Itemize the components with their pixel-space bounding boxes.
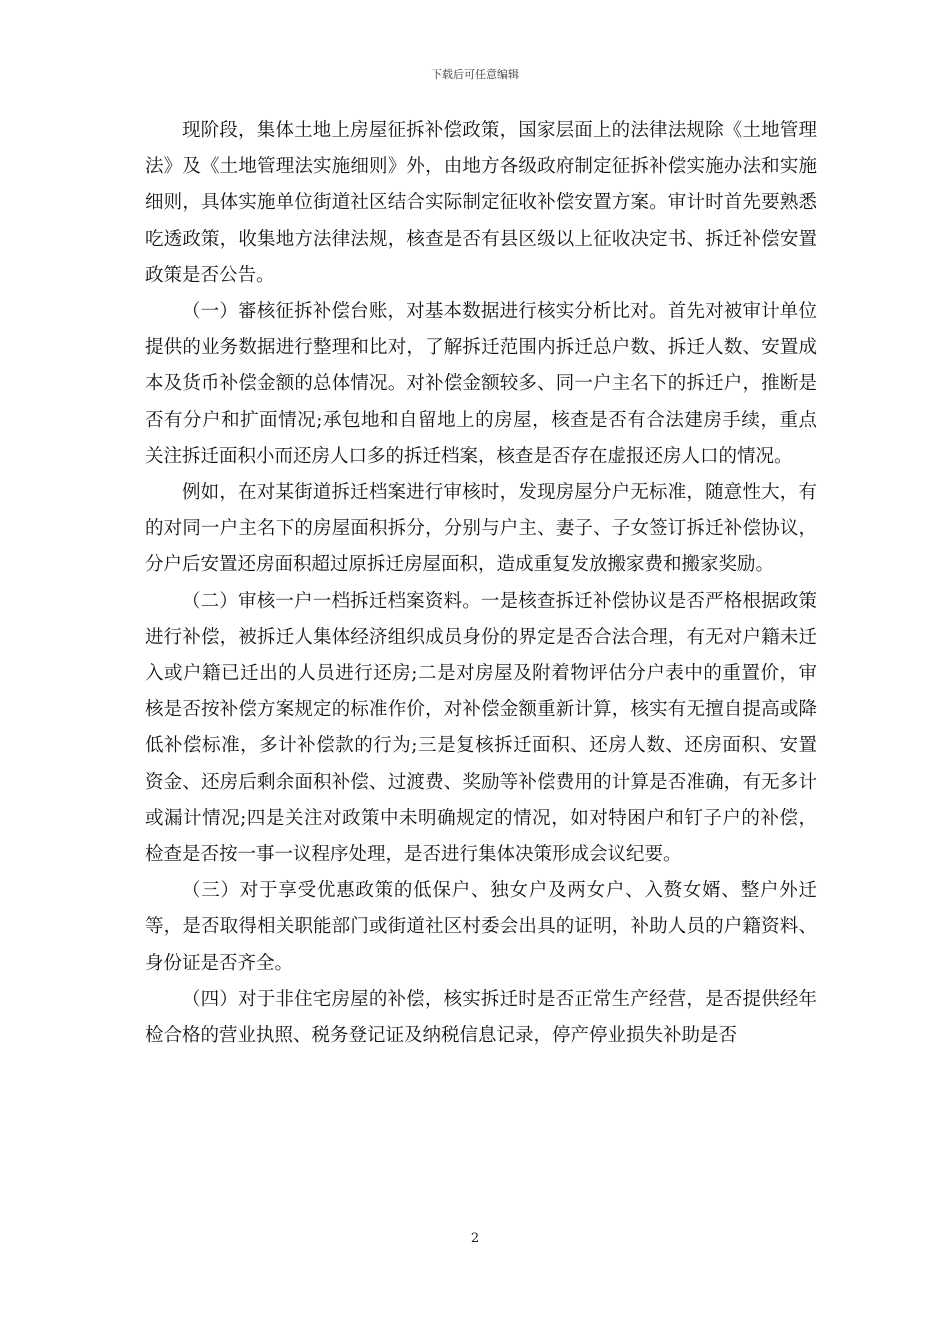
paragraph-example: 例如，在对某街道拆迁档案进行审核时，发现房屋分户无标准，随意性大，有的对同一户主名下的房屋面积拆分，分别与户主、妻子、子女签订拆迁补偿协议，分户后安置还房面积超过原拆迁房屋面积，造成重复发放搬家费和搬家奖励。 bbox=[145, 482, 817, 576]
paragraph-section-4: （四）对于非住宅房屋的补偿，核实拆迁时是否正常生产经营，是否提供经年检合格的营业执照、税务登记证及纳税信息记录，停产停业损失补助是否 bbox=[145, 988, 817, 1047]
document-body bbox=[145, 113, 817, 1054]
paragraph-intro: 现阶段，集体土地上房屋征拆补偿政策，国家层面上的法律法规除《土地管理法》及《土地管理法实施细则》外，由地方各级政府制定征拆补偿实施办法和实施细则，具体实施单位街道社区结合实际制定征收补偿安置方案。审计时首先要熟悉吃透政策，收集地方法律法规，核查是否有县区级以上征收决定书、拆迁补偿安置政策是否公告。 bbox=[145, 120, 817, 286]
page-number: 2 bbox=[470, 1231, 480, 1246]
page-header: 下载后可任意编辑 bbox=[431, 68, 519, 81]
paragraph-section-1: （一）審核征拆补偿台账，对基本数据进行核实分析比对。首先对被审计单位提供的业务数据进行整理和比对，了解拆迁范围内拆迁总户数、拆迁人数、安置成本及货币补偿金额的总体情况。对补偿金额较多、同一户主名下的拆迁户，推断是否有分户和扩面情况;承包地和自留地上的房屋，核查是否有合法建房手续，重点关注拆迁面积小而还房人口多的拆迁档案，核查是否存在虚报还房人口的情况。 bbox=[145, 301, 817, 467]
paragraph-section-3: （三）对于享受优惠政策的低保户、独女户及两女户、入赘女婿、整户外迁等，是否取得相关职能部门或街道社区村委会出具的证明，补助人员的户籍资料、身份证是否齐全。 bbox=[145, 880, 817, 974]
paragraph-section-2: （二）审核一户一档拆迁档案资料。一是核查拆迁补偿协议是否严格根据政策进行补偿，被拆迁人集体经济组织成员身份的界定是否合法合理，有无对户籍未迁入或户籍已迁出的人员进行还房;二是对房屋及附着物评估分户表中的重置价，审核是否按补偿方案规定的标准作价，对补偿金额重新计算，核实有无擅自提高或降低补偿标准，多计补偿款的行为;三是复核拆迁面积、还房人数、还房面积、安置资金、还房后剩余面积补偿、过渡费、奖励等补偿费用的计算是否准确，有无多计或漏计情况;四是关注对政策中未明确规定的情况，如对特困户和钉子户的补偿，检查是否按一事一议程序处理，是否进行集体决策形成会议纪要。 bbox=[145, 590, 817, 866]
